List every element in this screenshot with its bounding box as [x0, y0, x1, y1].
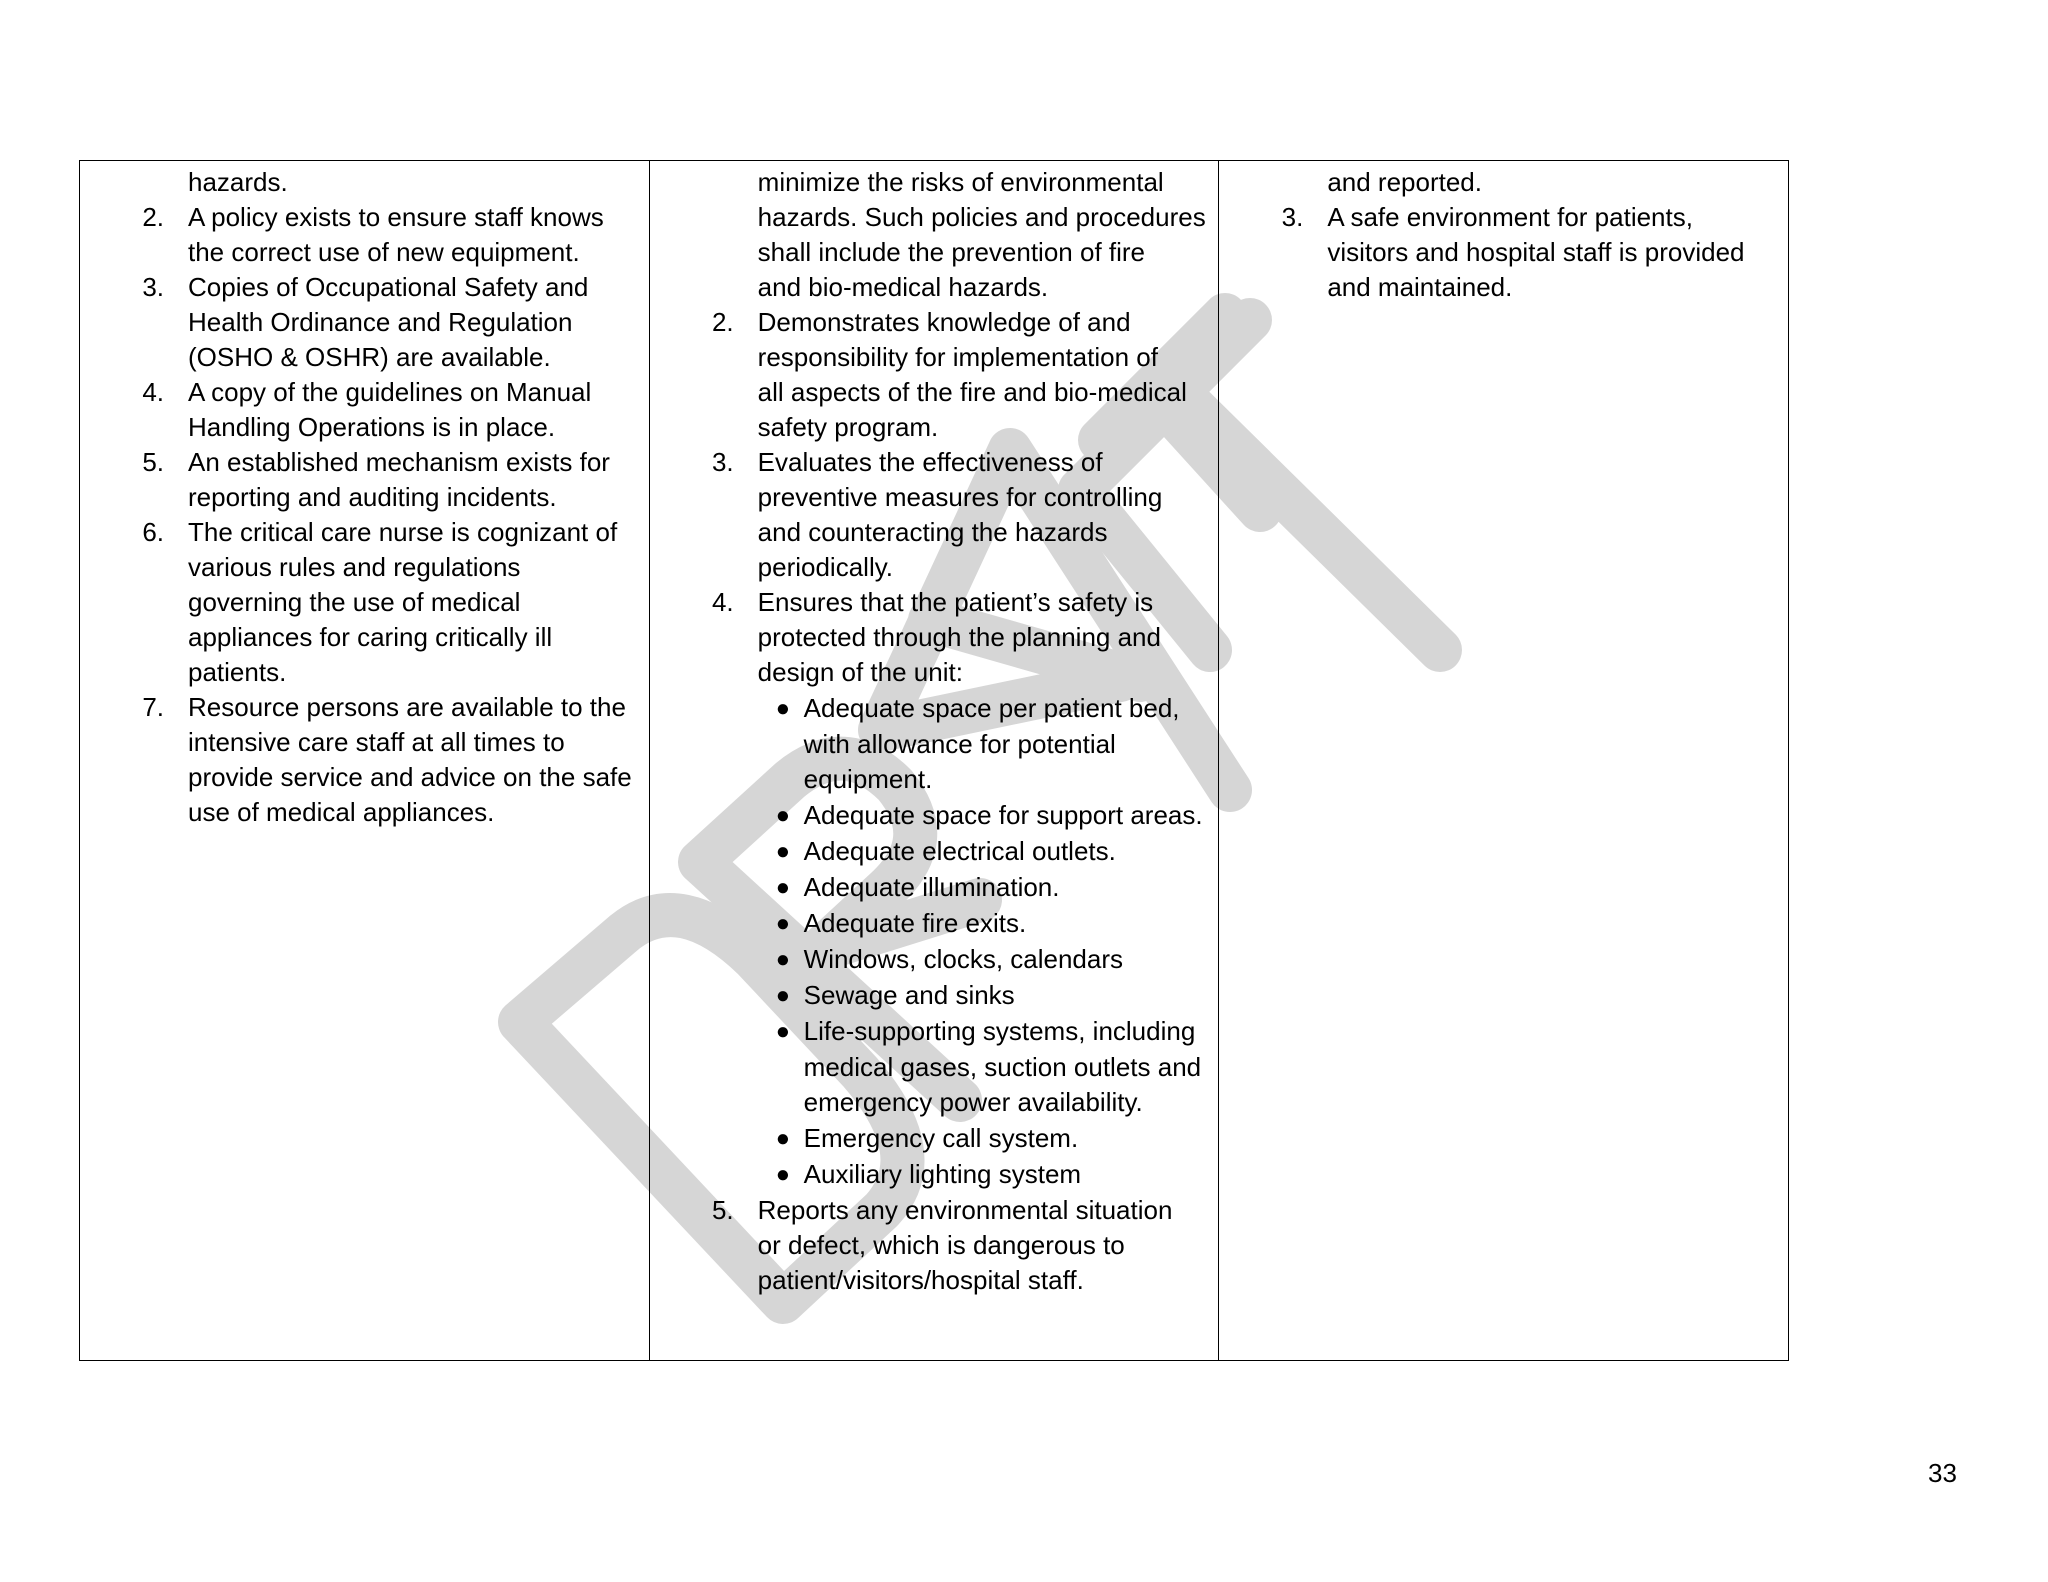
item-text: An established mechanism exists for: [188, 447, 610, 477]
bullet-item: [650, 870, 1219, 905]
text-line: visitors and hospital staff is provided: [1327, 237, 1745, 267]
item-number: 3.: [711, 447, 734, 477]
numbered-item: [80, 270, 649, 305]
text-line: intensive care staff at all times to: [188, 727, 565, 757]
item-text: A safe environment for patients,: [1327, 202, 1693, 232]
numbered-item: [650, 585, 1219, 620]
text-line: reporting and auditing incidents.: [188, 482, 557, 512]
bullet-item: [650, 1014, 1219, 1049]
text-line: periodically.: [757, 552, 894, 582]
item-text: Reports any environmental situation: [757, 1195, 1173, 1225]
bullet-continuation-line: equipment.: [803, 764, 933, 794]
bullet-item: [650, 691, 1219, 726]
bullet-item: [650, 942, 1219, 977]
text-line: minimize the risks of environmental: [757, 167, 1164, 197]
bullet-icon: ●: [775, 946, 791, 973]
bullet-text: Emergency call system.: [803, 1123, 1079, 1153]
numbered-item: [650, 445, 1219, 480]
bullet-icon: ●: [775, 695, 791, 722]
bullet-item: [650, 1121, 1219, 1156]
bullet-text: Auxiliary lighting system: [803, 1159, 1082, 1189]
item-number: 7.: [142, 692, 164, 722]
item-number: 4.: [142, 377, 164, 407]
text-line: Handling Operations is in place.: [188, 412, 556, 442]
bullet-item: [650, 1157, 1219, 1192]
text-line: the correct use of new equipment.: [188, 237, 580, 267]
bullet-text: Windows, clocks, calendars: [803, 944, 1123, 974]
item-text: Ensures that the patient’s safety is: [757, 587, 1154, 617]
bullet-icon: ●: [775, 802, 791, 829]
bullet-text: Adequate electrical outlets.: [803, 836, 1116, 866]
bullet-icon: ●: [775, 910, 791, 937]
bullet-item: [650, 978, 1219, 1013]
column-1-cell: [80, 161, 650, 1361]
numbered-item: [80, 690, 649, 725]
item-text: The critical care nurse is cognizant of: [188, 517, 618, 547]
bullet-text: Life-supporting systems, including: [803, 1016, 1196, 1046]
text-line: provide service and advice on the safe: [188, 762, 632, 792]
item-number: 5.: [711, 1195, 734, 1225]
bullet-icon: ●: [775, 1018, 791, 1045]
text-line: governing the use of medical: [188, 587, 521, 617]
table-row: [80, 161, 1789, 1361]
column-2-cell: [649, 161, 1219, 1361]
bullet-continuation-line: emergency power availability.: [803, 1087, 1143, 1117]
text-line: or defect, which is dangerous to: [757, 1230, 1125, 1260]
numbered-item: [650, 305, 1219, 340]
numbered-item: [80, 375, 649, 410]
item-number: 4.: [711, 587, 734, 617]
item-text: Evaluates the effectiveness of: [757, 447, 1103, 477]
column-3-cell: [1219, 161, 1789, 1361]
item-text: A policy exists to ensure staff knows: [188, 202, 604, 232]
text-line: all aspects of the fire and bio-medical: [757, 377, 1187, 407]
item-text: Demonstrates knowledge of and: [757, 307, 1131, 337]
text-line: hazards.: [188, 167, 288, 197]
bullet-text: Adequate fire exits.: [803, 908, 1027, 938]
bullet-icon: ●: [775, 1161, 791, 1188]
bullet-text: Adequate space for support areas.: [803, 800, 1203, 830]
text-line: responsibility for implementation of: [757, 342, 1158, 372]
bullet-text: Sewage and sinks: [803, 980, 1015, 1010]
page-number: 33: [1928, 1458, 1957, 1488]
bullet-item: [650, 798, 1219, 833]
text-line: patient/visitors/hospital staff.: [757, 1265, 1084, 1295]
bullet-text: Adequate illumination.: [803, 872, 1060, 902]
item-number: 6.: [142, 517, 164, 547]
text-line: design of the unit:: [757, 657, 963, 687]
bullet-icon: ●: [775, 982, 791, 1009]
bullet-item: [650, 906, 1219, 941]
bullet-continuation-line: with allowance for potential: [803, 729, 1116, 759]
text-line: and bio-medical hazards.: [757, 272, 1049, 302]
item-number: 5.: [142, 447, 164, 477]
text-line: Health Ordinance and Regulation: [188, 307, 573, 337]
text-line: use of medical appliances.: [188, 797, 495, 827]
text-line: and counteracting the hazards: [757, 517, 1108, 547]
content-table: [79, 160, 1789, 1361]
item-number: 2.: [711, 307, 734, 337]
item-text: Copies of Occupational Safety and: [188, 272, 589, 302]
item-number: 2.: [142, 202, 164, 232]
item-text: Resource persons are available to the: [188, 692, 626, 722]
bullet-icon: ●: [775, 1125, 791, 1152]
text-line: appliances for caring critically ill: [188, 622, 553, 652]
text-line: shall include the prevention of fire: [757, 237, 1146, 267]
text-line: safety program.: [757, 412, 939, 442]
bullet-icon: ●: [775, 874, 791, 901]
bullet-icon: ●: [775, 838, 791, 865]
numbered-item: [1219, 200, 1788, 235]
bullet-continuation-line: medical gases, suction outlets and: [803, 1052, 1202, 1082]
text-line: preventive measures for controlling: [757, 482, 1163, 512]
bullet-item: [650, 834, 1219, 869]
item-number: 3.: [142, 272, 164, 302]
item-text: A copy of the guidelines on Manual: [188, 377, 592, 407]
text-line: patients.: [188, 657, 287, 687]
text-line: and maintained.: [1327, 272, 1513, 302]
numbered-item: [80, 515, 649, 550]
text-line: various rules and regulations: [188, 552, 521, 582]
bullet-text: Adequate space per patient bed,: [803, 693, 1180, 723]
numbered-item: [80, 200, 649, 235]
item-number: 3.: [1281, 202, 1304, 232]
text-line: protected through the planning and: [757, 622, 1161, 652]
text-line: and reported.: [1327, 167, 1482, 197]
numbered-item: [80, 445, 649, 480]
text-line: hazards. Such policies and procedures: [757, 202, 1206, 232]
text-line: (OSHO & OSHR) are available.: [188, 342, 551, 372]
numbered-item: [650, 1193, 1219, 1228]
